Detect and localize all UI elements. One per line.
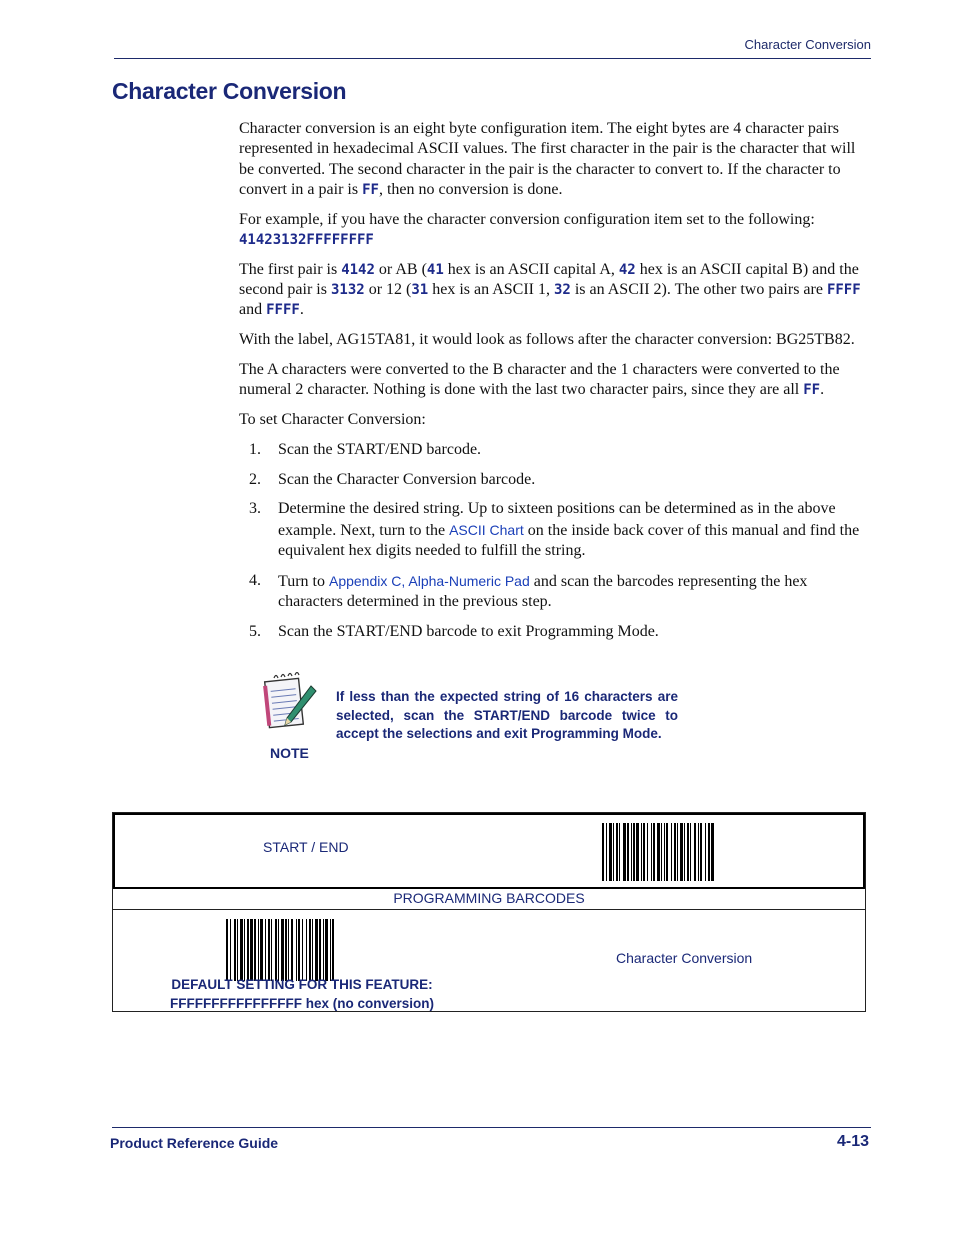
default-value: FFFFFFFFFFFFFFFF hex (no conversion) (170, 996, 434, 1011)
code-ff: FF (362, 181, 379, 198)
procedure-steps (239, 440, 871, 642)
footer-guide-title: Product Reference Guide (110, 1135, 279, 1151)
running-header: Character Conversion (744, 37, 871, 52)
code-example-string: 41423132FFFFFFFF (239, 231, 374, 248)
list-item: 1. Scan the START/END barcode. (249, 440, 482, 458)
appendix-c-link[interactable]: Appendix C, Alpha-Numeric Pad (328, 572, 530, 589)
start-end-barcode[interactable] (602, 823, 714, 881)
header-rule (114, 58, 871, 59)
barcode-bar (711, 823, 714, 881)
note-label: NOTE (270, 745, 309, 761)
default-setting (153, 975, 451, 1013)
section-title: Character Conversion (112, 78, 347, 104)
page-number: 4-13 (836, 1133, 869, 1150)
footer-rule (112, 1127, 871, 1128)
default-heading: DEFAULT SETTING FOR THIS FEATURE: (171, 977, 433, 992)
list-item: 2. Scan the Character Conversion barcode. (249, 470, 536, 488)
list-item: 4. Turn to Appendix C, Alpha-Numeric Pad and scan the barcodes representing the hex characters determined in the previous step. (249, 571, 808, 611)
notepad-pen-icon (263, 672, 317, 730)
paragraph-intro: Character conversion is an eight byte configuration item. The eight bytes are 4 character pairs represented in hexadecimal ASCII values. The first character in the pair is the character that will be converted. The second character in the pair is the character to convert to. If the character to convert in a pair is FF, then no conversion is done. (239, 120, 856, 198)
programming-barcodes-box (112, 812, 866, 1012)
note-text: If less than the expected string of 16 characters are selected, scan the START/END barcode twice to accept the selections and exit Programming Mode. (336, 689, 678, 741)
paragraph-procedure-intro: To set Character Conversion: (239, 411, 426, 429)
list-item: 3. Determine the desired string. Up to sixteen positions can be determined as in the above example. Next, turn to the ASCII Chart on the inside back cover of this manual and find the equivalent hex digits needed to fulfill the string. (249, 500, 860, 560)
ascii-chart-link[interactable]: ASCII Chart (449, 521, 524, 538)
paragraph-example: For example, if you have the character conversion configuration item set to the following: 41423132FFFFFFFF (239, 210, 815, 248)
feature-label: Character Conversion (616, 950, 753, 966)
start-end-label: START / END (263, 839, 349, 855)
list-item: 5. Scan the START/END barcode to exit Programming Mode. (249, 622, 659, 640)
programming-barcodes-caption: PROGRAMMING BARCODES (113, 889, 865, 910)
paragraph-result: The A characters were converted to the B character and the 1 characters were converted to the numeral 2 character. Nothing is done with the last two character pairs, since they are all FF. (239, 360, 840, 399)
body-text (239, 119, 871, 652)
character-conversion-barcode[interactable] (226, 919, 334, 981)
start-end-panel (113, 813, 865, 889)
paragraph-pairs: The first pair is 4142 or AB (41 hex is an ASCII capital A, 42 hex is an ASCII capital B) and the second pair is 3132 or 12 (31 hex is an ASCII 1, 32 is an ASCII 2). The other two pairs are FFFF and FFFF. (239, 260, 861, 319)
paragraph-label: With the label, AG15TA81, it would look as follows after the character conversion: BG25TB82. (239, 331, 855, 349)
barcode-bar (332, 919, 334, 981)
